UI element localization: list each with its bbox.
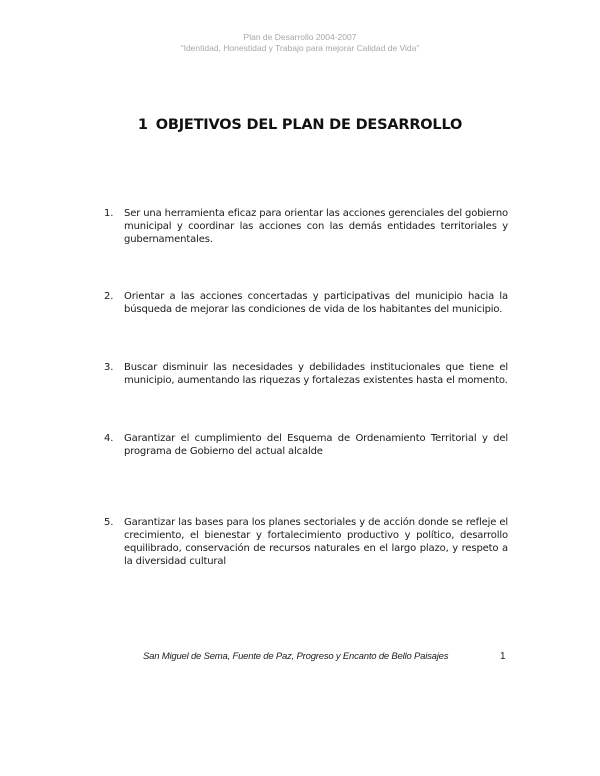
objective-text: Orientar a las acciones concertadas y participativas del municipio hacia la búsqueda de mejorar las condiciones de vida de los habitantes del municipio. [124, 291, 508, 315]
section-heading: OBJETIVOS DEL PLAN DE DESARROLLO [155, 117, 463, 133]
objective-item [104, 361, 508, 387]
section-number: 1 [137, 117, 148, 133]
objective-text: Garantizar las bases para los planes sectoriales y de acción donde se refleje el crecimiento, el bienestar y fortalecimiento productivo y político, desarrollo equilibrado, conservación de recursos naturales en el largo plazo, y respeto a la diversidad cultural [124, 517, 508, 567]
header-plan-title: Plan de Desarrollo 2004-2007 [243, 32, 357, 42]
objective-number: 3. [104, 362, 114, 373]
page-footer [0, 651, 600, 665]
objective-text: Garantizar el cumplimiento del Esquema de Ordenamiento Territorial y del programa de Gobierno del actual alcalde [124, 433, 508, 457]
header-slogan: “Identidad, Honestidad y Trabajo para mejorar Calidad de Vida” [180, 43, 420, 53]
objective-number: 2. [104, 291, 114, 302]
objective-item [104, 432, 508, 458]
objective-number: 1. [104, 208, 114, 219]
objective-text: Ser una herramienta eficaz para orientar las acciones gerenciales del gobierno municipal y coordinar las acciones con las demás entidades territoriales y gubernamentales. [124, 208, 508, 245]
objective-item [104, 207, 508, 246]
objective-text: Buscar disminuir las necesidades y debilidades institucionales que tiene el municipio, aumentando las riquezas y fortalezas existentes hasta el momento. [124, 362, 508, 386]
objective-item [104, 516, 508, 568]
page-number: 1 [500, 651, 506, 662]
section-title [0, 117, 600, 133]
objective-item [104, 290, 508, 316]
objective-number: 4. [104, 433, 114, 444]
objective-number: 5. [104, 517, 114, 528]
page-header [0, 32, 600, 54]
footer-slogan: San Miguel de Sema, Fuente de Paz, Progreso y Encanto de Bello Paisajes [143, 651, 449, 662]
